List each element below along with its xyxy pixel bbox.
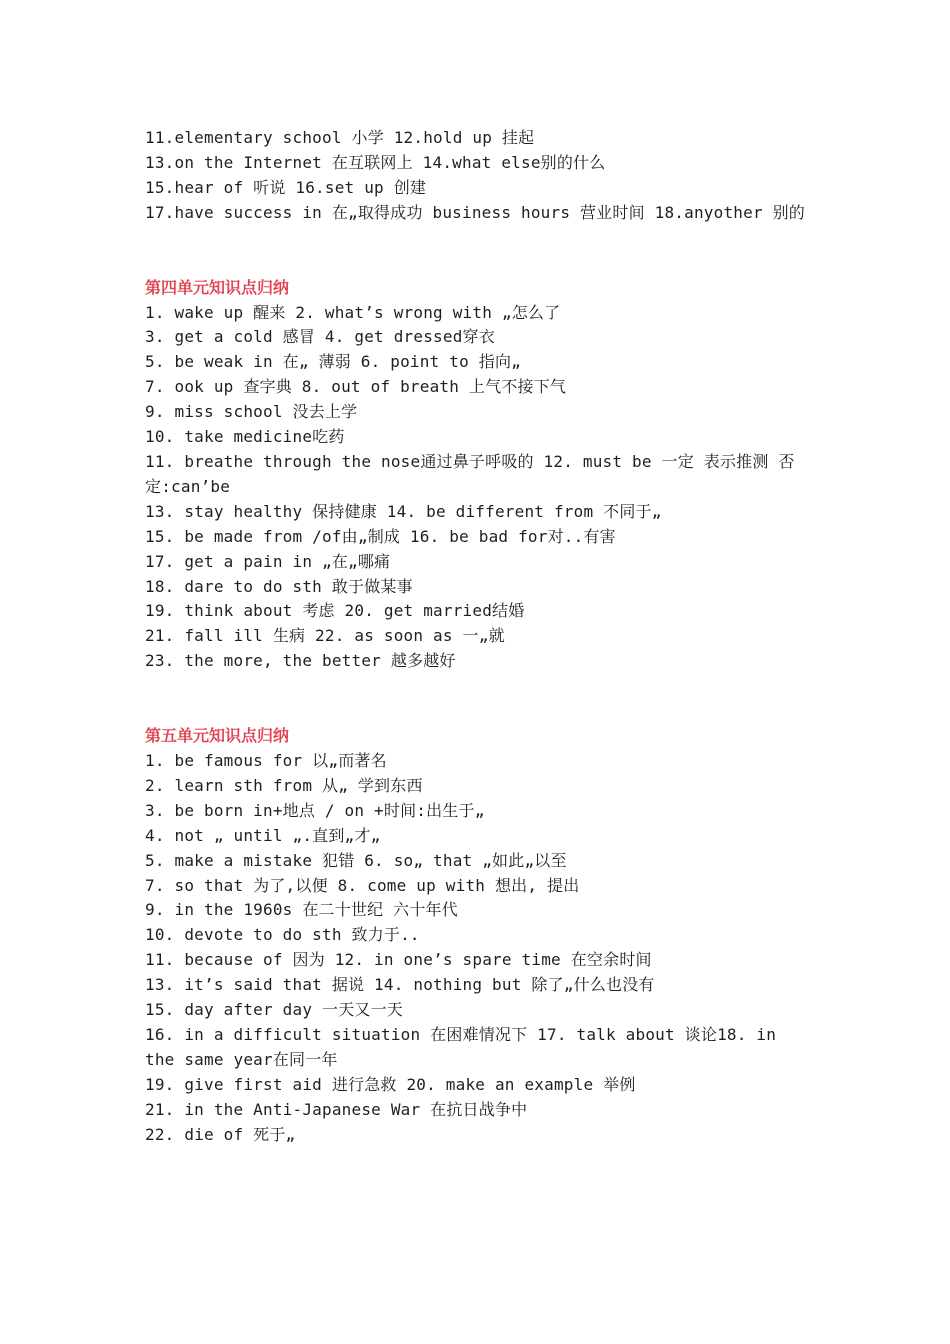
vocab-line: 4. not „ until „.直到„才„ xyxy=(145,825,381,845)
section-heading: 第四单元知识点归纳 xyxy=(145,277,290,297)
vocab-line: 13.on the Internet 在互联网上 14.what else别的什么 xyxy=(145,152,606,172)
vocab-line: 11. because of 因为 12. in one’s spare time 在空余时间 xyxy=(145,950,652,970)
vocab-line: 19. think about 考虑 20. get married结婚 xyxy=(145,601,525,621)
vocab-line: 11. breathe through the nose通过鼻子呼吸的 12. must be 一定 表示推测 否定:can’be xyxy=(145,451,795,496)
vocab-line: 16. in a difficult situation 在困难情况下 17. talk about 谈论18. in the same year在同一年 xyxy=(145,1025,786,1069)
vocab-line: 21. fall ill 生病 22. as soon as 一„就 xyxy=(145,626,505,646)
vocab-line: 15.hear of 听说 16.set up 创建 xyxy=(145,177,427,197)
section-0 xyxy=(145,126,815,226)
section-heading: 第五单元知识点归纳 xyxy=(145,726,290,746)
vocab-line: 1. be famous for 以„而著名 xyxy=(145,751,387,771)
vocab-line: 13. stay healthy 保持健康 14. be different from 不同于„ xyxy=(145,501,662,521)
vocab-line: 17. get a pain in „在„哪痛 xyxy=(145,551,391,571)
vocab-line: 9. miss school 没去上学 xyxy=(145,402,358,422)
vocab-line: 11.elementary school 小学 12.hold up 挂起 xyxy=(145,128,535,147)
vocab-line: 15. day after day 一天又一天 xyxy=(145,1000,403,1020)
vocab-line: 5. make a mistake 犯错 6. so„ that „如此„以至 xyxy=(145,850,567,870)
vocab-line: 2. learn sth from 从„ 学到东西 xyxy=(145,775,423,795)
vocab-line: 3. get a cold 感冒 4. get dressed穿衣 xyxy=(145,327,495,347)
vocab-line: 13. it’s said that 据说 14. nothing but 除了„什么也没有 xyxy=(145,975,655,995)
vocab-line: 10. take medicine吃药 xyxy=(145,427,345,447)
vocab-line: 5. be weak in 在„ 薄弱 6. point to 指向„ xyxy=(145,352,521,372)
section-2 xyxy=(145,724,815,1147)
vocab-line: 19. give first aid 进行急救 20. make an example 举例 xyxy=(145,1074,636,1094)
vocab-line: 15. be made from /of由„制成 16. be bad for对..有害 xyxy=(145,526,616,546)
document-page xyxy=(145,126,815,1148)
vocab-line: 3. be born in+地点 / on +时间:出生于„ xyxy=(145,800,485,820)
section-1 xyxy=(145,276,815,675)
vocab-line: 7. so that 为了,以便 8. come up with 想出, 提出 xyxy=(145,875,580,895)
vocab-line: 21. in the Anti-Japanese War 在抗日战争中 xyxy=(145,1099,528,1119)
vocab-line: 23. the more, the better 越多越好 xyxy=(145,651,456,671)
vocab-line: 17.have success in 在„取得成功 business hours 营业时间 18.anyother 别的 xyxy=(145,202,806,222)
vocab-line: 10. devote to do sth 致力于.. xyxy=(145,925,420,945)
vocab-line: 7. ook up 查字典 8. out of breath 上气不接下气 xyxy=(145,377,567,397)
vocab-line: 18. dare to do sth 敢于做某事 xyxy=(145,576,413,596)
vocab-line: 22. die of 死于„ xyxy=(145,1124,296,1144)
vocab-line: 1. wake up 醒来 2. what’s wrong with „怎么了 xyxy=(145,302,561,322)
vocab-line: 9. in the 1960s 在二十世纪 六十年代 xyxy=(145,900,458,920)
